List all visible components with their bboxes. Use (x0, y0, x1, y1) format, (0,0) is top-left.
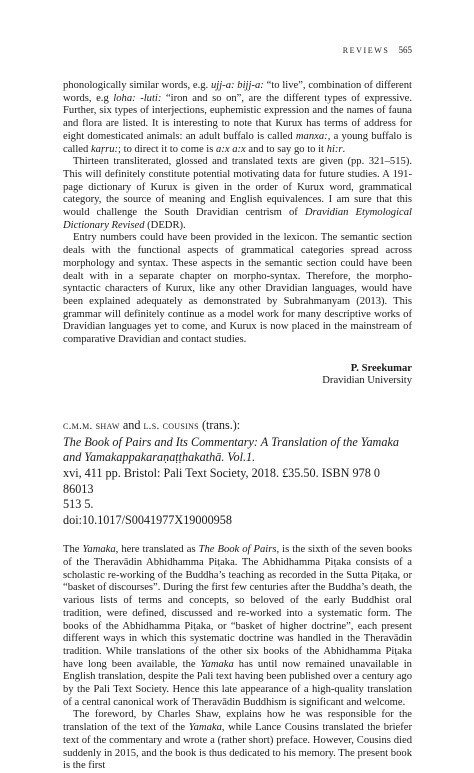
text-run: , is the sixth of the seven books of the Theravādin Abhidhamma Piṭaka. The Abhidhamma Piṭaka consists of a scholastic re-working of the Buddha’s teaching as recorded in the Sutta Piṭaka, or “basket of discourses”. During the first few centuries after the Buddha’s death, the various lists of terms and concepts, so beloved of the early Buddhist oral tradition, were defined, discussed and re-worked into a systematic form. The books of the Abhidhamma Piṭaka, or “basket of higher doctrine”, each present different ways in which this systematic doctrine was handled in the Theravādin tradition. While translations of the other six books of the Abhidhamma Piṭaka have long been available, the (63, 544, 412, 670)
text-run: “iron and so on”, are the different types of expressive. Further, six types of interjections, euphemistic expression and the names of fauna and flora are listed. It is interesting to note that Kurux has terms of address for eight domesticated animals: an adult buffalo is called (63, 92, 412, 142)
review2-paragraph-2 (63, 709, 412, 773)
text-run: The foreword, by Charles Shaw, explains how he was responsible for the translation of the text of the (63, 709, 412, 734)
review2-paragraph-1 (63, 544, 412, 709)
author-conjunction: and (119, 418, 144, 433)
italic-run: a:x a:x (216, 143, 246, 155)
reviewer-name: P. Sreekumar (350, 362, 412, 374)
review1-paragraph-2 (63, 156, 412, 232)
italic-run: Yamaka (82, 544, 116, 556)
book-details-1: xvi, 411 pp. Bristol: Pali Text Society, 2018. £35.50. ISBN 978 0 86013 (63, 465, 380, 496)
page-number: 565 (398, 45, 412, 55)
italic-run: ujj-a: bijj-a: (210, 80, 264, 91)
review2-body (63, 544, 412, 773)
text-run: has until now remained unavailable in English translation, despite the Pali text having been published over a century ago by the Pali Text Society. Hence this late appearance of a high-quality translation of a central canonical work of Theravādin Buddhism is significant and welcome. (63, 658, 412, 708)
page-body (63, 80, 412, 773)
review1-paragraph-3 (63, 232, 412, 346)
italic-run: manxa: (295, 130, 328, 142)
text-run: . (342, 143, 346, 155)
text-run: Entry numbers could have been provided in the lexicon. The semantic section deals with the functional aspects of grammatical categories spread across morphology and syntax. These aspects in the semantic section could have been dealt with in a separate chapter on morpho-syntax. Therefore, the morpho-syntactic characters of Kurux, like any other Dravidian languages, would have been explained adequately as demonstrated by Subrahmanyam (2013). This grammar will definitely continue as a model work for many descriptive works of Dravidian languages yet to come, and Kurux is now placed in the mainstream of comparative Dravidian and contact studies. (63, 232, 412, 346)
review1-signature (63, 363, 412, 388)
italic-run: Dravidian Etymological Dictionary Revised (63, 207, 412, 231)
text-run: and to say go to it (245, 143, 327, 155)
text-run: (DEDR). (144, 219, 186, 231)
review1-paragraph-1 (63, 80, 412, 156)
running-head-section: REVIEWS (342, 46, 390, 55)
text-run: “to live”, combination of different words, e.g (63, 80, 412, 104)
italic-run: The Book of Pairs (198, 544, 277, 556)
text-run: Thirteen transliterated, glossed and translated texts are given (pp. 321–515). This will definitely constitute potential motivating data for future studies. A 191-page dictionary of Kurux is given in the order of Kurux word, grammatical category, the source of meaning and English equivalences. I am sure that this would challenge the South Dravidian centrism of (63, 156, 412, 219)
italic-run: Yamaka (188, 722, 222, 734)
text-run: ; to direct it to come is (118, 143, 217, 155)
running-head (343, 45, 412, 55)
italic-run: loha: -luti: (113, 92, 162, 104)
italic-run: kaṛru: (90, 143, 119, 155)
text-run: , while Lance Cousins translated the briefer text of the commentary and wrote a (rather short) preface. However, Cousins died suddenly in 2015, and the book is thus dedicated to his memory. The present book is the first (63, 722, 412, 772)
author-role: (trans.): (198, 418, 241, 433)
author-2: l.s. cousins (143, 420, 199, 433)
italic-run: hi:r (326, 143, 343, 155)
italic-run: Yamaka (200, 658, 234, 670)
text-run: , here translated as (115, 544, 199, 556)
review2-authors (63, 418, 412, 435)
text-run: The (63, 544, 83, 556)
text-run: phonologically similar words, e.g. (63, 80, 211, 91)
book-doi: doi:10.1017/S0041977X19000958 (63, 512, 232, 527)
book-title: The Book of Pairs and Its Commentary: A Translation of the Yamaka and Yamakappakaraṇaṭṭhakathā. Vol.1. (63, 434, 399, 465)
book-details-2: 513 5. (63, 497, 94, 512)
reviewer-affiliation: Dravidian University (322, 375, 412, 387)
text-run: , a young buffalo is called (63, 130, 412, 155)
author-1: c.m.m. shaw (63, 420, 120, 433)
review2-heading (63, 418, 412, 528)
